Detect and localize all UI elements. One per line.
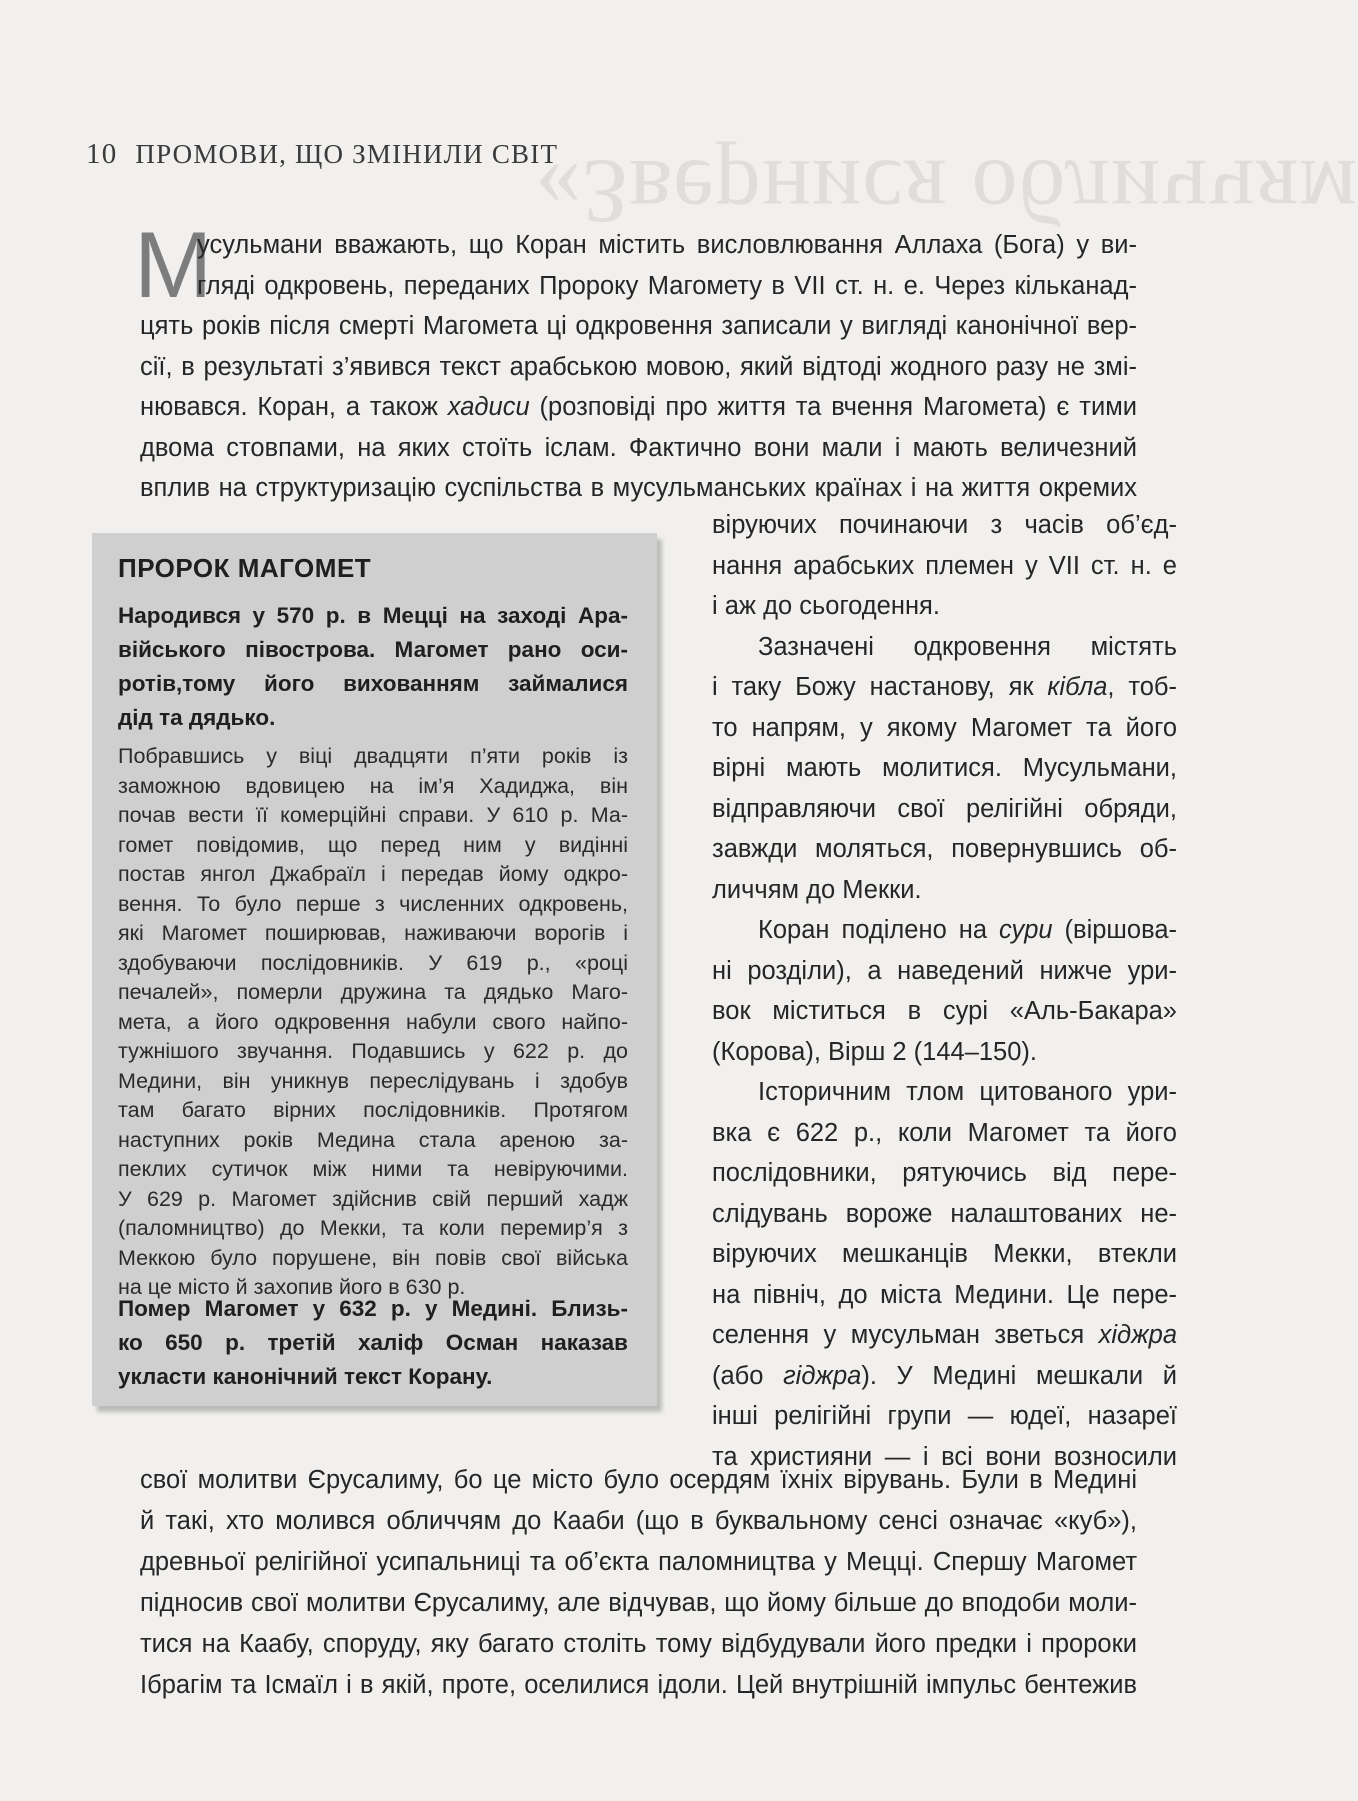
sidebar-text-line: ротів,тому його вихованням займалися	[118, 671, 628, 696]
sidebar-text-line: дід та дядько.	[118, 705, 276, 730]
text-line: та християни — і всі вони возносили	[712, 1442, 1177, 1471]
page-number: 10	[86, 138, 118, 170]
text-line: Ібрагім та Ісмаїл і в якій, проте, оселилися ідоли. Цей внутрішній імпульс бентежив	[140, 1671, 1137, 1699]
text-line: і таку Божу настанову, як кібла, тоб-	[712, 673, 1177, 701]
text-line: інші релігійні групи — юдеї, назареї	[712, 1402, 1177, 1430]
text-line: вплив на структуризацію суспільства в мусульманських країнах і на життя окремих	[140, 474, 1137, 502]
text-line: і аж до сьогодення.	[712, 592, 940, 620]
text-line: нювався. Коран, а також хадиси (розповіді про життя та вчення Магомета) є тими	[140, 393, 1137, 421]
text-line: вка є 622 р., коли Магомет та його	[712, 1118, 1177, 1147]
sidebar-text-line: на це місто й захопив його в 630 р.	[118, 1275, 466, 1299]
sidebar-text-line: укласти канонічний текст Корану.	[118, 1364, 493, 1389]
sidebar-text-line: гомет повідомив, що перед ним у видінні	[118, 832, 628, 857]
sidebar-text-line: ко 650 р. третій халіф Осман наказав	[118, 1330, 628, 1355]
text-line: завжди моляться, повернувшись об-	[712, 835, 1177, 863]
text-line: (Корова), Вірш 2 (144–150).	[712, 1037, 1038, 1066]
text-line: двома стовпами, на яких стоїть іслам. Фактично вони мали і мають величезний	[140, 433, 1137, 462]
sidebar-text-line: наступних років Медина стала ареною за-	[118, 1127, 628, 1152]
sidebar-text-line: здобуваючи послідовників. У 619 р., «році	[118, 950, 628, 975]
text-line: тися на Каабу, споруду, яку багато століть тому відбудували його предки і пророки	[140, 1630, 1137, 1658]
running-head	[86, 138, 558, 171]
text-line: відправляючи свої релігійні обряди,	[712, 794, 1177, 823]
text-line: гляді одкровень, переданих Пророку Магомету в VII ст. н. е. Через кільканад-	[197, 271, 1137, 300]
sidebar-text-line: Помер Магомет у 632 р. у Медині. Близь-	[118, 1296, 628, 1321]
sidebar-title: ПРОРОК МАГОМЕТ	[118, 553, 372, 583]
sidebar-text-line: Меккою було порушене, він повів свої війська	[118, 1245, 628, 1270]
sidebar-text-line: Народився у 570 р. в Мецці на заході Ара-	[118, 603, 628, 628]
sidebar-text-line: тужнішого звучання. Подавшись у 622 р. до	[118, 1039, 628, 1063]
sidebar-text-line: (паломництво) до Мекки, та коли перемир’я з	[118, 1216, 628, 1240]
text-line: віруючих починаючи з часів об’єд-	[712, 511, 1177, 539]
text-line: нання арабських племен у VII ст. н. е	[712, 551, 1177, 580]
text-line: послідовники, рятуючись від пере-	[712, 1159, 1177, 1187]
text-line: сії, в результаті з’явився текст арабською мовою, який відтоді жодного разу не змі-	[140, 352, 1137, 381]
text-line: Зазначені одкровення містять	[758, 632, 1177, 661]
running-title: ПРОМОВИ, ЩО ЗМІНИЛИ СВІТ	[135, 139, 559, 169]
text-line: вірні мають молитися. Мусульмани,	[712, 754, 1177, 782]
text-line: ні розділи), а наведений нижче ури-	[712, 956, 1177, 985]
text-line: селення у мусульман зветься хіджра	[712, 1321, 1177, 1349]
text-line: цять років після смерті Магомета ці одкровення записали у вигляді канонічної вер-	[140, 312, 1137, 340]
text-line: то напрям, у якому Магомет та його	[712, 713, 1177, 742]
sidebar-text-line: які Магомет поширював, наживаючи ворогів і	[118, 921, 628, 945]
text-line: слідувань вороже налаштованих не-	[712, 1199, 1177, 1228]
sidebar-text-line: там багато вірних послідовників. Протягом	[118, 1098, 628, 1122]
text-line: (або гіджра). У Медині мешкали й	[712, 1361, 1177, 1390]
text-line: Історичним тлом цитованого ури-	[758, 1078, 1177, 1106]
sidebar-text-line: У 629 р. Магомет здійснив свій перший хадж	[118, 1186, 628, 1211]
sidebar-text-line: Побравшись у віці двадцяти п’яти років із	[118, 744, 628, 768]
show-through-text: «Звернися обличчям	[535, 141, 1358, 243]
drop-cap: М	[134, 212, 213, 317]
text-line: підносив свої молитви Єрусалиму, але відчував, що йому більше до вподоби моли-	[140, 1589, 1137, 1617]
text-line: віруючих мешканців Мекки, втекли	[712, 1240, 1177, 1268]
text-line: вок міститься в сурі «Аль-Бакара»	[712, 997, 1177, 1025]
sidebar-text-line: вення. То було перше з численних одкровень,	[118, 891, 628, 916]
sidebar-text-line: мета, а його одкровення набули свого найпо-	[118, 1009, 628, 1034]
sidebar-text-line: Медини, він уникнув переслідувань і здобув	[118, 1068, 628, 1093]
text-line: й такі, хто молився обличчям до Кааби (що в буквальному сенсі означає «куб»),	[140, 1507, 1137, 1535]
text-line: личчям до Мекки.	[712, 875, 922, 904]
sidebar-text-line: почав вести її комерційні справи. У 610 р. Ма-	[118, 803, 628, 827]
sidebar-box	[92, 533, 657, 1406]
text-line: Коран поділено на сури (віршова-	[758, 916, 1177, 944]
sidebar-text-line: заможною вдовицею на ім’я Хадиджа, він	[118, 773, 628, 798]
sidebar-text-line: пеклих сутичок між ними та невіруючими.	[118, 1157, 628, 1181]
text-line: усульмани вважають, що Коран містить висловлювання Аллаха (Бога) у ви-	[197, 231, 1137, 259]
text-line: свої молитви Єрусалиму, бо це місто було осердям їхніх вірувань. Були в Медині	[140, 1466, 1137, 1494]
text-line: древньої релігійної усипальниці та об’єкта паломництва у Мецці. Спершу Магомет	[140, 1548, 1137, 1576]
sidebar-text-line: печалей», померли дружина та дядько Маго-	[118, 980, 628, 1004]
sidebar-text-line: постав янгол Джабраїл і передав йому одкро-	[118, 862, 628, 886]
text-line: на північ, до міста Медини. Це пере-	[712, 1280, 1177, 1309]
sidebar-text-line: війського півострова. Магомет рано оси-	[118, 637, 628, 662]
